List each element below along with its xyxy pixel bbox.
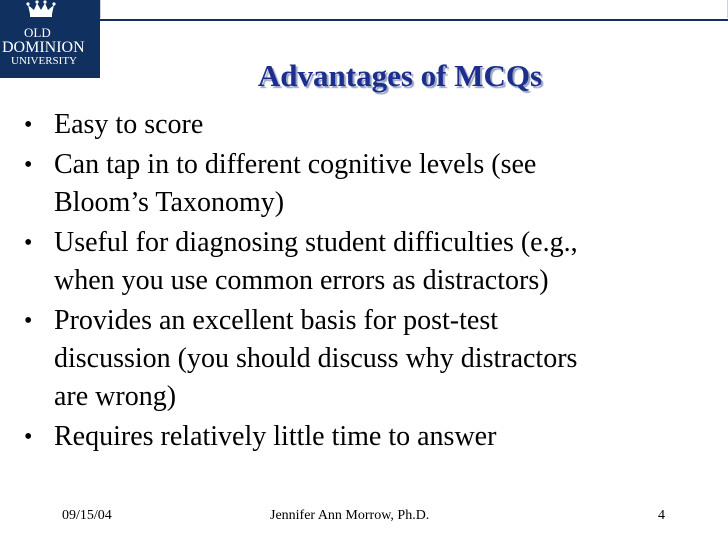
bullet-item: [22, 106, 712, 144]
bullet-line: when you use common errors as distractors): [54, 265, 549, 296]
bullet-item: [22, 302, 712, 416]
bullet-item: [22, 146, 712, 222]
crown-icon: [26, 0, 55, 17]
university-logo: [0, 0, 100, 78]
bullet-icon: •: [24, 112, 33, 138]
bullet-icon: •: [24, 230, 33, 256]
bullet-icon: •: [24, 152, 33, 178]
logo-graphic: [0, 0, 100, 78]
bullet-icon: •: [24, 308, 33, 334]
logo-line-old: OLD: [24, 25, 51, 40]
bullet-icon: •: [24, 424, 33, 450]
slide-title: Advantages of MCQs: [257, 58, 543, 93]
header-line: [100, 19, 728, 21]
bullet-list: [22, 106, 712, 458]
bullet-line: Requires relatively little time to answer: [54, 421, 497, 452]
bullet-item: [22, 224, 712, 300]
footer-author: Jennifer Ann Morrow, Ph.D.: [270, 508, 430, 523]
header-rule: [100, 0, 728, 18]
bullet-line: Bloom’s Taxonomy): [54, 187, 285, 218]
bullet-item: [22, 418, 712, 456]
bullet-line: Useful for diagnosing student difficulties (e.g.,: [54, 227, 578, 258]
bullet-line: are wrong): [54, 381, 177, 412]
footer-page-number: 4: [658, 508, 665, 523]
bullet-line: Can tap in to different cognitive levels (see: [54, 149, 537, 180]
footer-date: 09/15/04: [62, 508, 112, 523]
logo-line-dominion: DOMINION: [2, 39, 85, 56]
bullet-line: discussion (you should discuss why distractors: [54, 343, 578, 374]
logo-line-university: UNIVERSITY: [11, 55, 77, 67]
bullet-line: Easy to score: [54, 109, 204, 140]
bullet-line: Provides an excellent basis for post-test: [54, 305, 499, 336]
